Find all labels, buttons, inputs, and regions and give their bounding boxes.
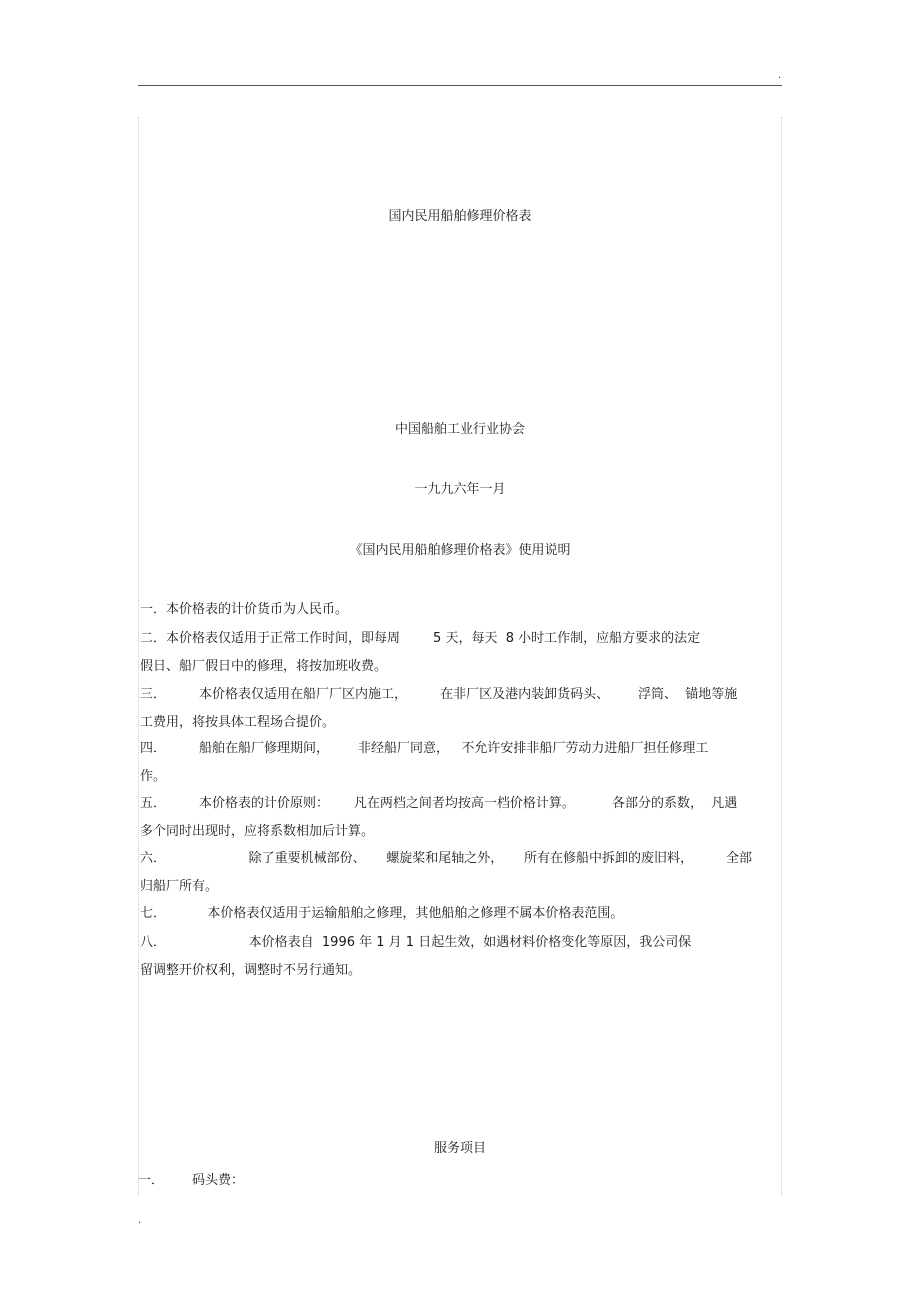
service-item-number: 一． (138, 1173, 165, 1188)
document-title: 国内民用船舶修理价格表 (388, 209, 532, 224)
instruction-item-5 (140, 795, 780, 841)
instruction-item-7 (140, 905, 780, 923)
instruction-line: 归船厂所有。 (140, 879, 219, 894)
header-rule (138, 85, 782, 86)
right-margin-guide (781, 117, 782, 1195)
service-item-label: 码头费： (192, 1173, 245, 1188)
services-title: 服务项目 (433, 1141, 486, 1156)
instruction-item-6 (140, 850, 780, 896)
instruction-line: 八． 本价格表自 1996 年 1 月 1 日起生效，如遇材料价格变化等原因，我公司保 (140, 935, 692, 950)
footer-mark: . (138, 1215, 142, 1226)
issuing-organization: 中国船舶工业行业协会 (394, 422, 525, 437)
left-margin-guide (138, 117, 139, 1195)
instruction-item-2 (140, 630, 780, 676)
instruction-line: 六． 除了重要机械部份、 螺旋桨和尾轴之外， 所有在修船中拆卸的废旧料， 全部 (140, 851, 753, 866)
issue-date: 一九九六年一月 (414, 482, 506, 497)
instruction-line: 一．本价格表的计价货币为人民币。 (140, 602, 349, 617)
instruction-item-4 (140, 740, 780, 786)
instruction-line: 工费用，将按具体工程场合提价。 (140, 715, 336, 730)
instruction-line: 五． 本价格表的计价原则： 凡在两档之间者均按高一档价格计算。 各部分的系数， 凡遇 (140, 796, 738, 811)
instruction-line: 四． 船舶在船厂修理期间， 非经船厂同意， 不允许安排非船厂劳动力进船厂担任修理工 (140, 741, 709, 756)
instructions-title: 《国内民用船舶修理价格表》使用说明 (349, 543, 571, 558)
header-mark: . (778, 70, 782, 81)
instruction-line: 留调整开价权利，调整时不另行通知。 (140, 963, 362, 978)
instruction-item-8 (140, 934, 780, 980)
instruction-line: 假日、船厂假日中的修理，将按加班收费。 (140, 659, 388, 674)
instruction-line: 三． 本价格表仅适用在船厂厂区内施工， 在非厂区及港内装卸货码头、 浮筒、 锚地等施 (140, 687, 738, 702)
instruction-line: 二．本价格表仅适用于正常工作时间，即每周 5 天，每天 8 小时工作制，应船方要求的法定 (140, 631, 701, 646)
instruction-line: 多个同时出现时，应将系数相加后计算。 (140, 824, 375, 839)
service-item-1 (138, 1172, 782, 1190)
instruction-line: 作。 (140, 769, 167, 784)
instruction-item-1 (140, 601, 780, 619)
instruction-item-3 (140, 686, 780, 732)
instruction-line: 七． 本价格表仅适用于运输船舶之修理，其他船舶之修理不属本价格表范围。 (140, 906, 624, 921)
